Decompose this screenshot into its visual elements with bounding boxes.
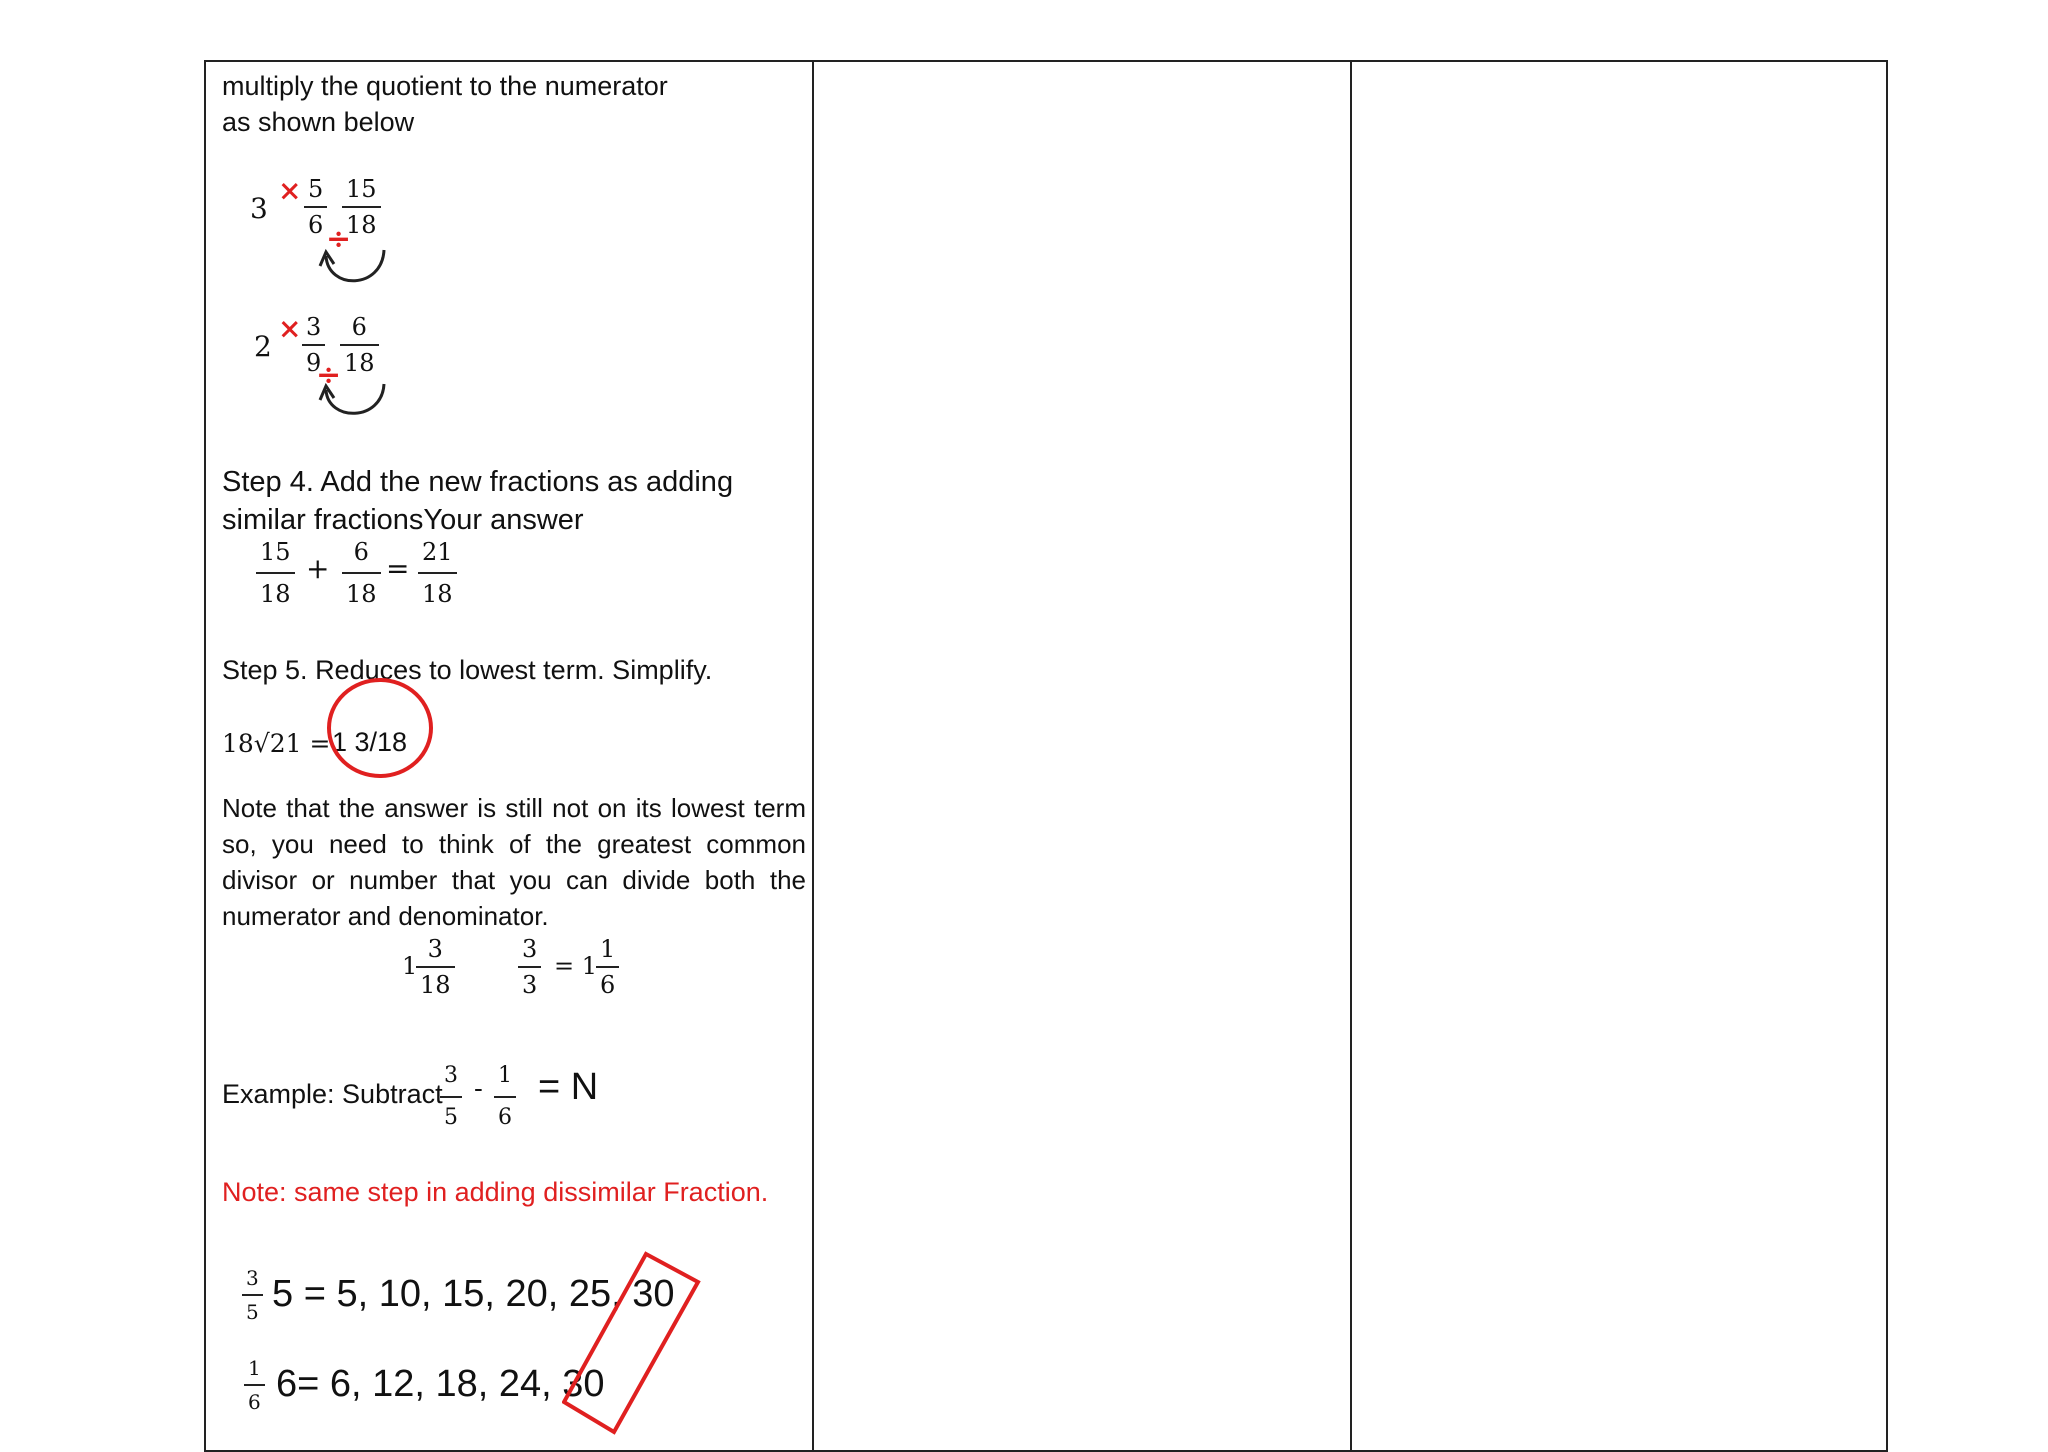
ex2-times-sign: × xyxy=(278,312,302,345)
multiples-line-1: 5 = 5, 10, 15, 20, 25, 30 xyxy=(272,1273,675,1315)
example-label: Example: Subtract xyxy=(222,1079,443,1109)
intro-line-1: multiply the quotient to the numerator xyxy=(222,71,668,101)
ex1-divide-sign: ÷ xyxy=(326,222,352,257)
ex2-whole: 2 xyxy=(254,330,272,363)
ex1-times-sign: × xyxy=(278,174,302,207)
sum-fraction-b: 6 18 xyxy=(342,532,381,614)
reduced-fraction: 1 6 xyxy=(596,932,619,1002)
division-result: 1 3/18 xyxy=(332,727,408,757)
step4-line-2: similar fractionsYour answer xyxy=(222,504,584,536)
mixed-whole: 1 xyxy=(402,952,418,980)
sum-fraction-a: 15 18 xyxy=(256,532,295,614)
reduce-fraction: 3 3 xyxy=(518,932,541,1002)
intro-line-2: as shown below xyxy=(222,107,415,137)
column-empty-middle xyxy=(814,62,1352,1450)
example-minus: - xyxy=(474,1074,483,1104)
step5-heading: Step 5. Reduces to lowest term. Simplify. xyxy=(222,655,713,685)
multiples-fraction-2: 1 6 xyxy=(244,1352,265,1418)
ex2-divide-sign: ÷ xyxy=(316,358,342,393)
example-fraction-a: 3 5 xyxy=(440,1056,462,1138)
note-paragraph: Note that the answer is still not on its lowest term so, you need to think of the greatest common divisor or number that you can divide both the numerator and denominator. xyxy=(222,793,806,931)
red-rectangle-highlight xyxy=(562,1248,702,1438)
column-content xyxy=(206,62,814,1450)
example-equals-n: = N xyxy=(538,1066,599,1108)
red-circle-highlight xyxy=(324,676,436,780)
ex1-result-fraction: 15 18 xyxy=(342,172,381,242)
red-note: Note: same step in adding dissimilar Fraction. xyxy=(222,1177,769,1207)
sum-equals: = xyxy=(386,552,410,585)
ex1-whole: 3 xyxy=(250,192,268,225)
multiples-fraction-1: 3 5 xyxy=(242,1262,263,1328)
lesson-table xyxy=(204,60,1888,1452)
column-empty-right xyxy=(1352,62,1886,1450)
sum-plus: + xyxy=(306,552,330,585)
ex2-fraction: 3 9 xyxy=(302,310,325,380)
sum-fraction-c: 21 18 xyxy=(418,532,457,614)
ex2-result-fraction: 6 18 xyxy=(340,310,379,380)
ex1-arrow-icon xyxy=(318,246,390,296)
ex1-fraction: 5 6 xyxy=(304,172,327,242)
multiples-line-2: 6= 6, 12, 18, 24, 30 xyxy=(276,1363,605,1405)
division-prefix: 18√21 = xyxy=(222,729,331,758)
ex2-arrow-icon xyxy=(318,380,390,428)
reduce-equals: = 1 xyxy=(554,952,598,980)
step4-line-1: Step 4. Add the new fractions as adding xyxy=(222,466,734,498)
example-fraction-b: 1 6 xyxy=(494,1056,516,1138)
mixed-fraction: 3 18 xyxy=(416,932,455,1002)
